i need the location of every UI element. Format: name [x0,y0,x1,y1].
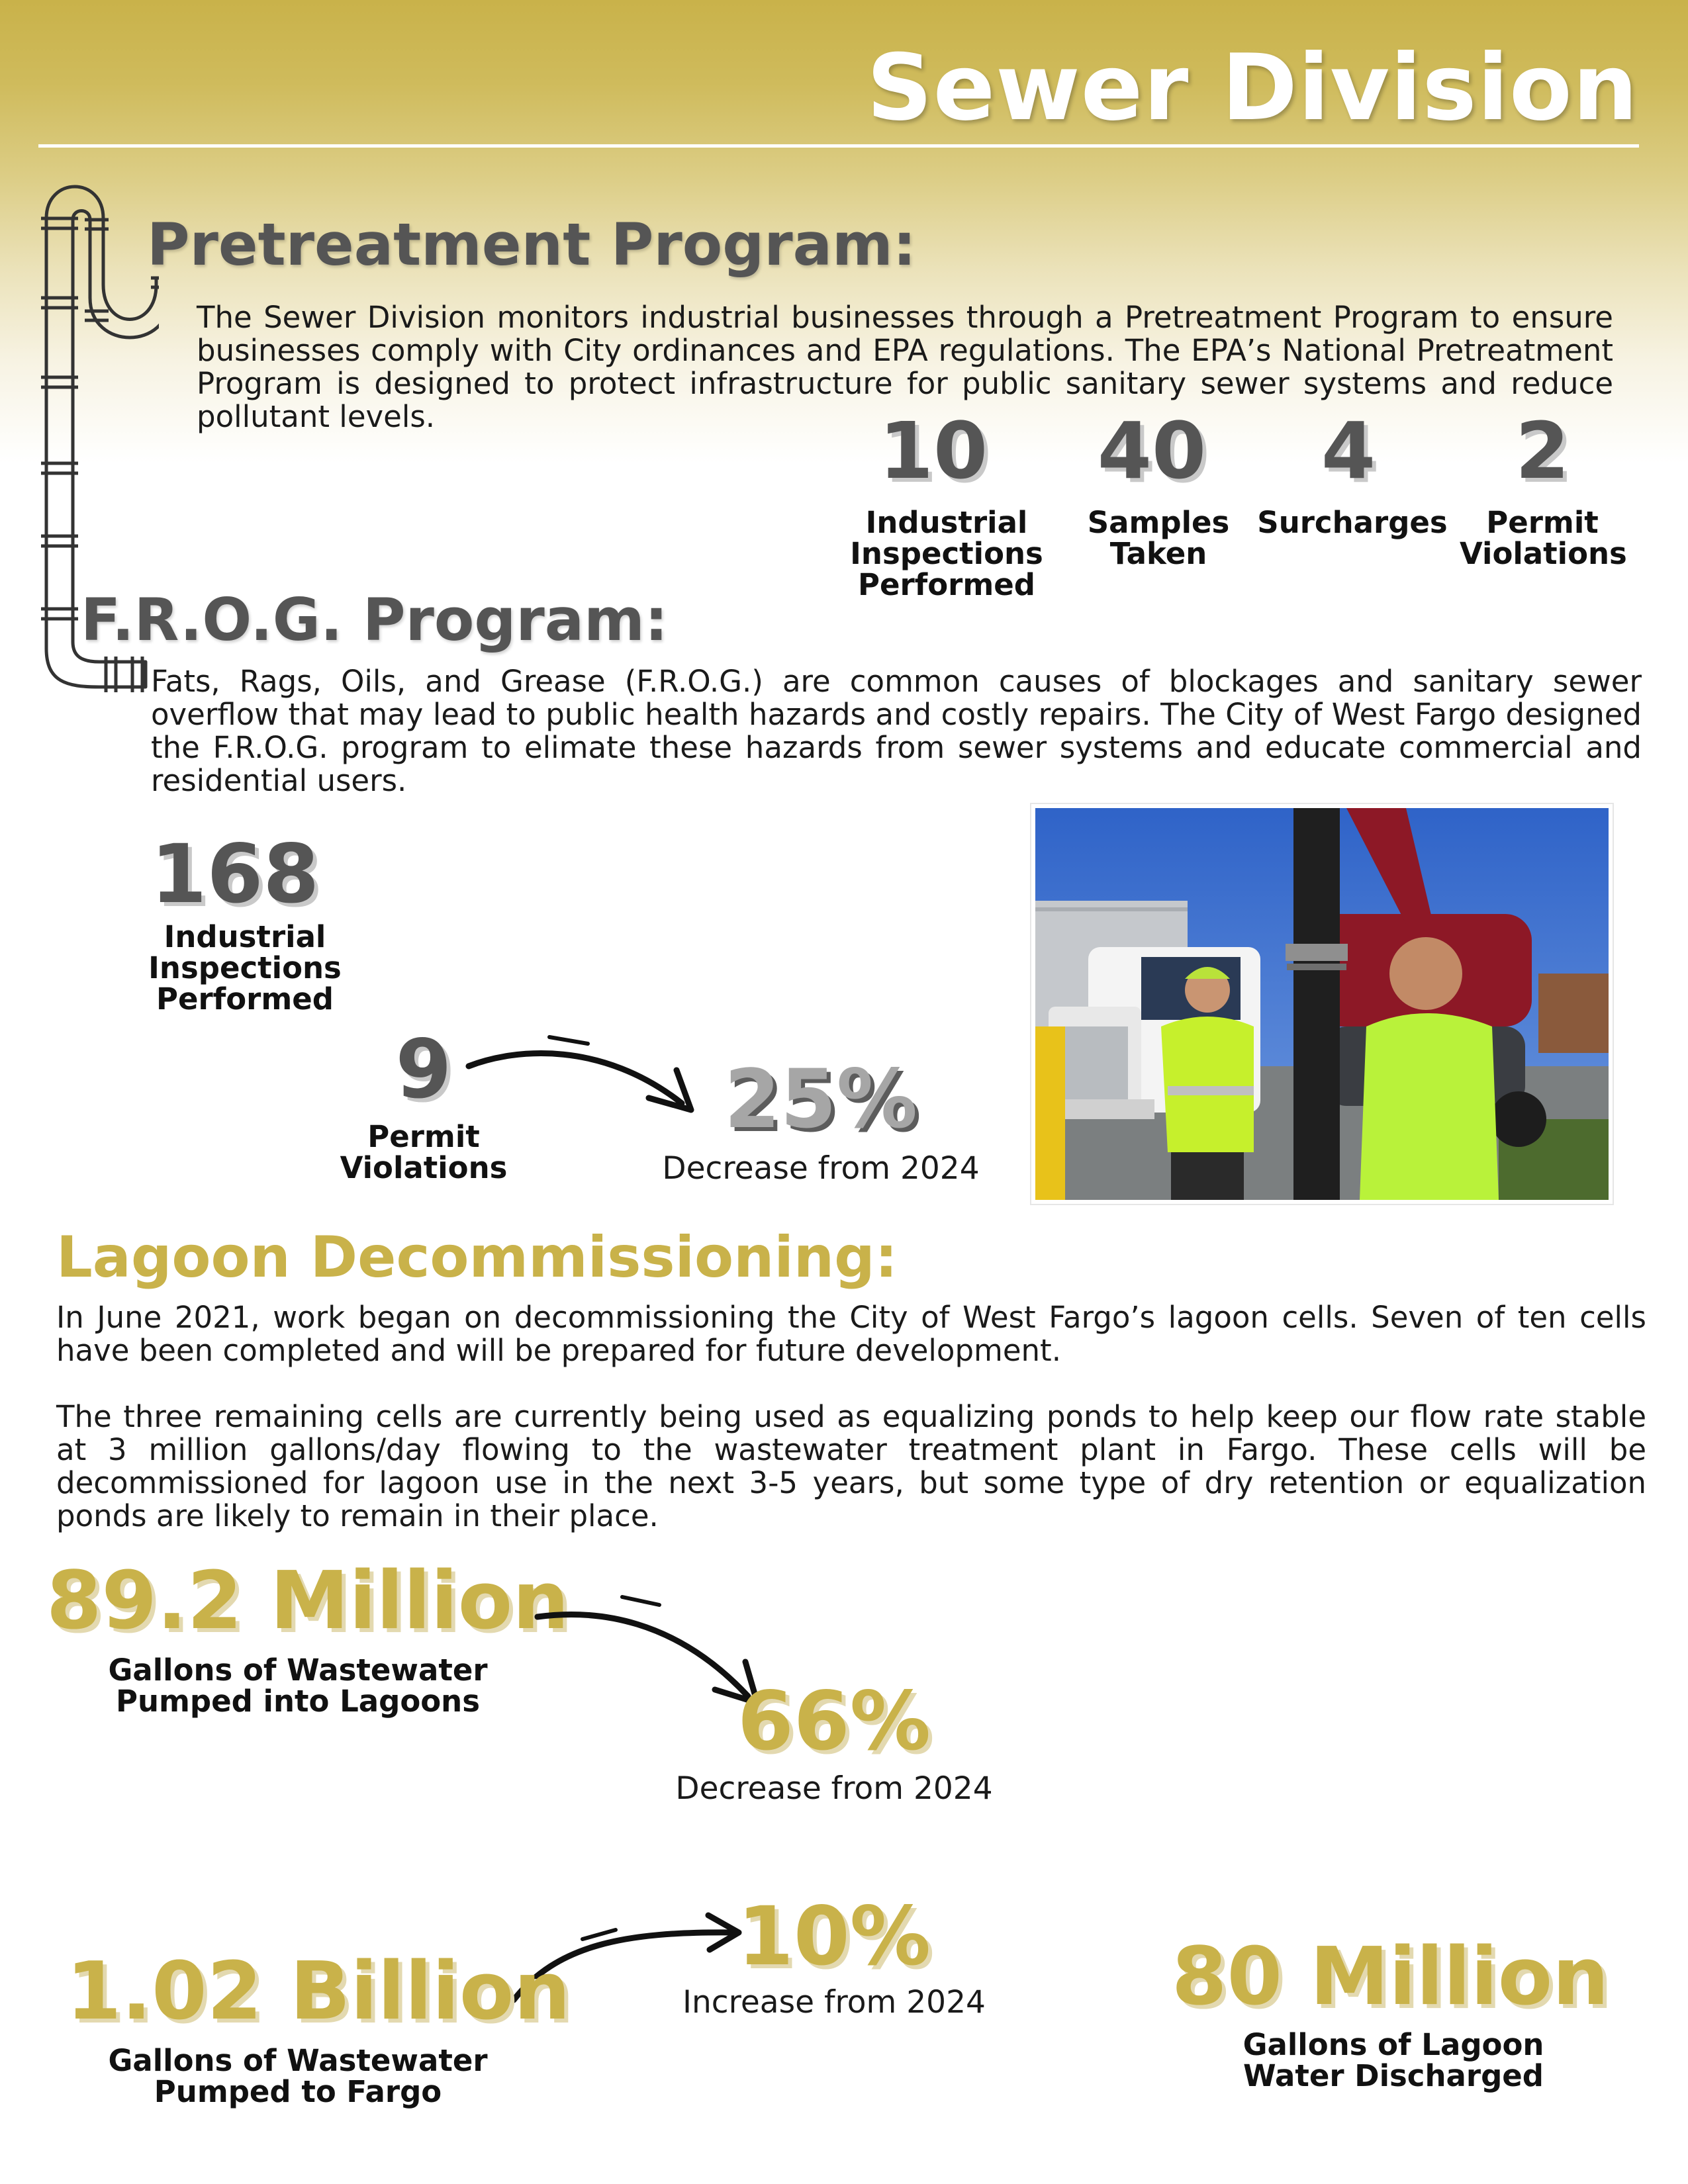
arrow-icon [463,1029,715,1115]
stat-value-samples: 40 [1097,405,1207,496]
frog-change-label: Decrease from 2024 [662,1150,980,1187]
stat-value-surcharges: 4 [1321,405,1376,496]
stat-label-violations: Permit Violations [1460,505,1627,571]
title-divider [38,144,1639,148]
lagoon-heading: Lagoon Decommissioning: [56,1224,898,1291]
frog-change-value: 25% [724,1052,917,1146]
pumped-lagoons-value: 89.2 Million [46,1555,569,1647]
stat-value-violations: 2 [1515,405,1570,496]
pumped-fargo-label: Gallons of Wastewater Pumped to Fargo [108,2043,488,2109]
lagoon-paragraph-2: The three remaining cells are currently being used as equalizing ponds to help keep our flow rate stable at 3 million gallons/day flowing to the wastewater treatment plant in Fargo. These cells will be decommissioned for lagoon use in the next 3-5 years, but some type of dry retention or equalization ponds are likely to remain in their place. [56,1399,1646,1533]
page-title: Sewer Division [867,34,1638,141]
frog-violations-value: 9 [395,1023,452,1116]
pretreatment-heading: Pretreatment Program: [147,210,916,279]
discharged-label: Gallons of Lagoon Water Discharged [1243,2027,1544,2093]
frog-heading: F.R.O.G. Program: [81,586,669,654]
lagoons-change-label: Decrease from 2024 [675,1770,993,1807]
stat-label-inspections: Industrial Inspections Performed [850,505,1043,602]
stat-label-samples: Samples Taken [1087,505,1230,571]
pumped-lagoons-label: Gallons of Wastewater Pumped into Lagoons [108,1653,488,1719]
stat-value-inspections: 10 [878,405,988,496]
lagoons-change-value: 66% [737,1674,931,1768]
frog-inspections-label: Industrial Inspections Performed [148,919,342,1017]
stat-label-surcharges: Surcharges [1257,505,1448,540]
frog-body: Fats, Rags, Oils, and Grease (F.R.O.G.) are common causes of blockages and sanitary sewer overflow that may lead to public health hazards and costly repairs. The City of West Fargo designed the F.R.O.G. program to elimate these hazards from sewer systems and educate commercial and residential users. [151,664,1642,798]
discharged-value: 80 Million [1172,1931,1609,2023]
fargo-change-label: Increase from 2024 [682,1984,986,2021]
pumped-fargo-value: 1.02 Billion [66,1946,571,2038]
pretreatment-body: The Sewer Division monitors industrial businesses through a Pretreatment Program to ensure businesses comply with City ordinances and EPA regulations. The EPA’s National Pretreatment Program is designed to protect infrastructure for public sanitary sewer systems and reduce pollutant levels. [197,300,1613,434]
frog-violations-label: Permit Violations [340,1119,508,1185]
crew-vactor-truck-photo [1031,804,1613,1204]
lagoon-paragraph-1: In June 2021, work began on decommissioning the City of West Fargo’s lagoon cells. Seven of ten cells have been completed and will be prepared for future development. [56,1300,1646,1368]
frog-inspections-value: 168 [150,827,320,921]
fargo-change-value: 10% [737,1889,931,1983]
